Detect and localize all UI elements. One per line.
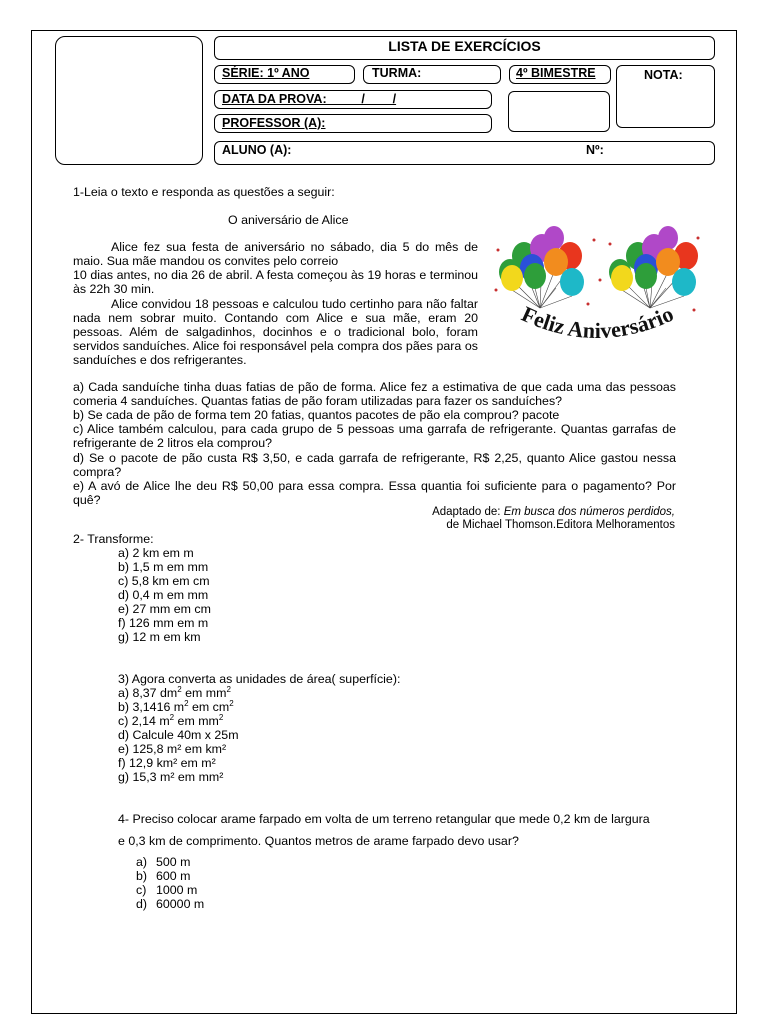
list-item: [118, 714, 223, 728]
list-item: f) 126 mm em m: [118, 616, 209, 630]
list-item: e) 27 mm em cm: [118, 602, 211, 616]
superscript: 2: [226, 685, 231, 694]
superscript: 2: [169, 713, 175, 722]
turma-label: TURMA:: [372, 66, 422, 80]
question-1b: b) Se cada de pão de forma tem 20 fatias, quantos pacotes de pão ela comprou? pacote: [73, 408, 560, 422]
feliz-aniversario-text: Feliz Aniversário: [517, 300, 678, 344]
serie-label: SÉRIE: 1º ANO: [222, 66, 310, 80]
story-title: O aniversário de Alice: [228, 213, 349, 227]
item-text: c) 2,14 m: [118, 714, 170, 728]
source-prefix: Adaptado de:: [432, 506, 504, 518]
story-paragraph-1: Alice fez sua festa de aniversário no sábado, dia 5 do mês de maio. Sua mãe mandou os convites pelo correio: [73, 240, 478, 268]
option-label: c): [136, 883, 147, 897]
logo-box: [55, 36, 203, 165]
option-text: 1000 m: [156, 883, 198, 897]
option-item: [136, 855, 190, 869]
option-label: b): [136, 869, 148, 883]
question-1d: d) Se o pacote de pão custa R$ 3,50, e cada garrafa de refrigerante, R$ 2,25, quanto Alice gastou nessa compra?: [73, 451, 676, 479]
list-item: c) 5,8 km em cm: [118, 574, 210, 588]
story-paragraph-2: Alice convidou 18 pessoas e calculou tudo certinho para não faltar nada nem sobrar muito. Contando com Alice e sua mãe, eram 20 pessoas. Além de salgadinhos, docinhos e o tradicional bolo, foram servidos sanduíches. Alice foi responsável pela compra dos pães para os sanduíches e dos refrigerantes.: [73, 297, 478, 367]
option-text: 600 m: [156, 869, 191, 883]
list-item: g) 15,3 m² em mm²: [118, 770, 224, 784]
q2-title: 2- Transforme:: [73, 532, 154, 546]
numero-label: Nº:: [586, 143, 604, 157]
q4-line2: e 0,3 km de comprimento. Quantos metros de arame farpado devo usar?: [118, 834, 519, 848]
superscript: 2: [218, 713, 224, 722]
q4-line1: 4- Preciso colocar arame farpado em volta de um terreno retangular que mede 0,2 km de largura: [118, 812, 650, 826]
item-text: em mm: [181, 686, 227, 700]
source-line2: de Michael Thomson.Editora Melhoramentos: [446, 519, 675, 531]
balloons-image: [490, 220, 705, 350]
list-item: d) Calcule 40m x 25m: [118, 728, 239, 742]
item-text: a) 8,37 dm: [118, 686, 178, 700]
aluno-label: ALUNO (A):: [222, 143, 292, 157]
list-item: d) 0,4 m em mm: [118, 588, 209, 602]
bimestre-label: 4º BIMESTRE: [516, 66, 596, 80]
superscript: 2: [184, 699, 189, 708]
item-text: b) 3,1416 m: [118, 700, 185, 714]
superscript: 2: [177, 685, 182, 694]
option-label: a): [136, 855, 148, 869]
list-item: g) 12 m em km: [118, 630, 201, 644]
option-text: 60000 m: [156, 897, 205, 911]
professor-label: PROFESSOR (A):: [222, 116, 326, 130]
list-item: [118, 686, 231, 700]
list-item: e) 125,8 m² em km²: [118, 742, 227, 756]
list-item: [118, 700, 234, 714]
option-item: [136, 883, 197, 897]
item-text: em mm: [174, 714, 219, 728]
option-item: [136, 869, 190, 883]
data-prova-label: DATA DA PROVA: / /: [222, 92, 397, 106]
q1-intro: 1-Leia o texto e responda as questões a seguir:: [73, 185, 335, 199]
option-label: d): [136, 897, 148, 911]
nota-label: NOTA:: [644, 68, 683, 82]
source-title: Em busca dos números perdidos,: [503, 506, 675, 518]
page-title: LISTA DE EXERCÍCIOS: [388, 38, 541, 54]
list-item: f) 12,9 km² em m²: [118, 756, 216, 770]
option-item: [136, 897, 204, 911]
option-text: 500 m: [156, 855, 191, 869]
item-text: em cm: [188, 700, 230, 714]
blank-box: [508, 91, 610, 132]
svg-text:Feliz Aniversário: [518, 301, 677, 343]
story-paragraph-1b: 10 dias antes, no dia 26 de abril. A festa começou às 19 horas e terminou às 22h 30 min.: [73, 268, 478, 296]
source-citation: [376, 506, 675, 532]
question-1c: c) Alice também calculou, para cada grupo de 5 pessoas uma garrafa de refrigerante. Quantas garrafas de refrigerante de 2 litros ela comprou?: [73, 422, 676, 450]
list-item: b) 1,5 m em mm: [118, 560, 209, 574]
superscript: 2: [229, 699, 234, 708]
q3-title: 3) Agora converta as unidades de área( superfície):: [118, 672, 401, 686]
question-1a: a) Cada sanduíche tinha duas fatias de pão de forma. Alice fez a estimativa de que cada uma das pessoas comeria 4 sanduíches. Quantas fatias de pão foram utilizadas para fazer os sanduíches?: [73, 380, 676, 408]
question-1e: e) A avó de Alice lhe deu R$ 50,00 para essa compra. Essa quantia foi suficiente para o pagamento? Por quê?: [73, 479, 676, 507]
list-item: a) 2 km em m: [118, 546, 194, 560]
